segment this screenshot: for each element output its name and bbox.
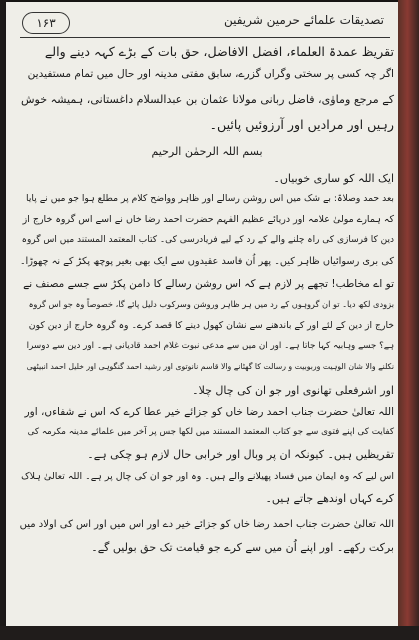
bismillah: بسم اللہ الرحمٰن الرحیم (151, 145, 263, 158)
intro-line: کے مرجع وماوٰی، فاضل ربانی مولانا عثمان بن عبدالسلام داغستانی، ہمیشہ خوش (20, 93, 394, 106)
body-line: برکت رکھے۔ اور اپنے اُن میں سے کرے جو قیامت تک حق بولیں گے۔ (91, 541, 394, 554)
body-line: کی بری رسوائیاں ظاہر کیں۔ پھر اُن فاسد عقیدوں سے ایک بھی بغیر پوچھ پکڑ کے نہ چھوڑا۔ (19, 256, 394, 267)
body-line: تو اے مخاطب! تجھے پر لازم ہے کہ اس روشن رسالے کا دامن پکڑ سے جسے مصنف نے (23, 278, 394, 290)
body-line: ہے؟ جسے وہابیہ کہا جاتا ہے۔ اور ان میں سے مدعی نبوت غلام احمد قادیانی ہے۔ اور دین سے دوسرا (26, 341, 394, 351)
body-line: نکلنے والا شان الوہیت وربوبیت و رسالت کا گھٹانے والا قاسم نانوتوی اور رشید احمد گنگوہی اور خلیل احمد انبیٹھی (26, 362, 394, 371)
body-line: دین کا فرسازی کی راہ چلنے والے کے رد کے لیے فریادرسی کی۔ کتاب المعتمد المستند میں اس گروہ (21, 235, 394, 245)
body-line: کرے کہاں اوندھے جاتے ہیں۔ (265, 492, 394, 505)
page-number: ۱۶۳ (22, 12, 70, 34)
intro-line: اگر چہ کسی پر سختی وگراں گزرے، سابق مفتی مدینہ اور حال میں تمام مستفیدین (27, 68, 394, 80)
body-line: کفایت کی اپنے فتوی سے جو کتاب المعتمد المستند میں لکھا جس پر آخر میں علمائے مدینہ مکرمہ کی (27, 427, 394, 437)
body-line: اللہ تعالیٰ حضرت جناب احمد رضا خاں کو جزائے خیر عطا کرے کہ اس نے شفاءں، اور (24, 406, 394, 418)
body-line: خارج از دین کے لئے اور کے باندھنے سے نشان کھول دینے کا قصد کرے۔ وہ گروہ خارج از دین کون (28, 320, 394, 331)
intro-line: رہیں اور مرادیں اور آرزوئیں پائیں۔ (209, 117, 394, 132)
body-line: بزودی لکھ دیا۔ تو ان گروہوں کے رد میں ہر ظاہر وروشن وسرکوب دلیل پائے گا، خصوصاً وہ جو اس گروہ (28, 299, 394, 309)
book-page (6, 2, 399, 630)
table-surface (0, 626, 419, 640)
intro-line: تقریظ عمدۃ العلماء، افضل الافاضل، حق بات کے بڑے کہہ دینے والے (44, 44, 394, 59)
body-line: کہ ہمارے مولیٰ علامہ اور دریائے عظیم الفہم حضرت احمد رضا خاں نے اسے اس گروہ خارج از (22, 214, 394, 225)
body-line: ایک اللہ کو ساری خوبیاں۔ (273, 172, 394, 185)
page-header (20, 10, 390, 38)
book-binding (398, 0, 419, 640)
body-line: تقریظیں ہیں۔ کیونکہ ان پر وبال اور خرابی حال لازم ہو چکی ہے۔ (87, 448, 394, 461)
header-rule (20, 37, 390, 38)
body-line: اور اشرفعلی تھانوی اور جو ان کی چال چلا۔ (192, 384, 394, 397)
body-line: اس لیے کہ وہ ایمان میں فساد پھیلانے والے ہیں۔ وہ اور جو ان کی چال پر ہے۔ اللہ تعالیٰ ہلاک (21, 471, 394, 482)
body-line: بعد حمد وصلاۃ: بے شک میں اس روشن رسالے اور ظاہر وواضح کلام پر مطلع ہوا جو میں نے پایا (26, 193, 394, 204)
body-line: اللہ تعالیٰ حضرت جناب احمد رضا خاں کو جزائے خیر دے اور اس میں اور اس کی اولاد میں (19, 519, 394, 530)
running-title: تصدیقات علمائے حرمین شریفین (223, 13, 384, 27)
